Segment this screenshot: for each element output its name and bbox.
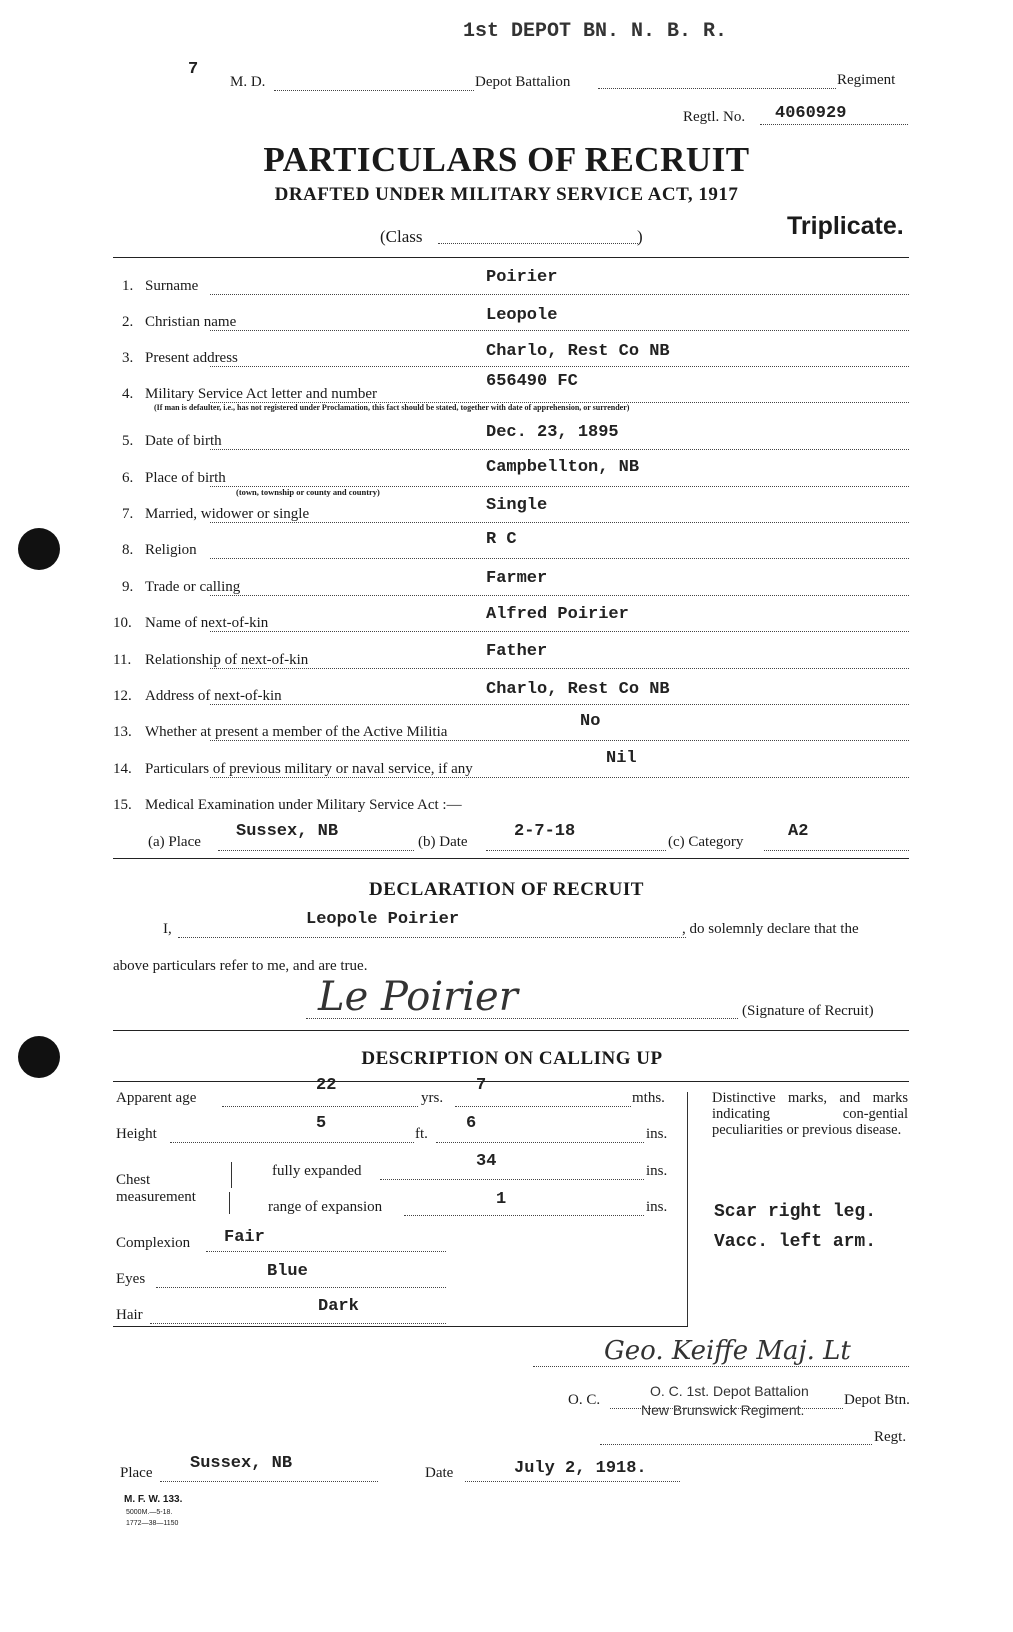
field-value: Dec. 23, 1895 bbox=[486, 423, 619, 442]
md-number: 7 bbox=[188, 60, 199, 79]
complexion-value: Fair bbox=[224, 1228, 265, 1247]
declaration-heading: DECLARATION OF RECRUIT bbox=[369, 879, 644, 900]
field-number: 6. bbox=[122, 470, 134, 486]
field-dotted-line bbox=[210, 595, 909, 596]
field-note: (If man is defaulter, i.e., has not registered under Proclamation, this fact should be stated, together with date of apprehension, or surrender) bbox=[154, 403, 630, 412]
field-label: Whether at present a member of the Active Militia bbox=[145, 724, 448, 740]
field-value: R C bbox=[486, 530, 517, 549]
ft-label: ft. bbox=[415, 1126, 428, 1142]
field-label: Present address bbox=[145, 350, 238, 366]
footer-date-value: July 2, 1918. bbox=[514, 1459, 647, 1478]
field-value: Alfred Poirier bbox=[486, 605, 629, 624]
fully-expanded-label: fully expanded bbox=[272, 1163, 362, 1179]
declaration-name: Leopole Poirier bbox=[306, 910, 460, 929]
field-value: 656490 FC bbox=[486, 372, 578, 391]
officer-signature: Geo. Keiffe Maj. Lt bbox=[604, 1336, 851, 1366]
hair-label: Hair bbox=[116, 1307, 143, 1323]
distinctive-marks-1: Scar right leg. bbox=[714, 1202, 877, 1222]
declaration-line-2: above particulars refer to me, and are true. bbox=[113, 958, 368, 974]
field-number: 2. bbox=[122, 314, 134, 330]
yrs-label: yrs. bbox=[421, 1090, 444, 1106]
field-label: Surname bbox=[145, 278, 199, 294]
field-number: 4. bbox=[122, 386, 134, 402]
triplicate-stamp: Triplicate. bbox=[787, 212, 904, 240]
declaration-text: , do solemnly declare that the bbox=[682, 921, 859, 937]
field-number: 14. bbox=[113, 761, 132, 777]
print-code-1: 5000M.—5-18. bbox=[126, 1509, 173, 1516]
description-heading: DESCRIPTION ON CALLING UP bbox=[361, 1048, 663, 1069]
regiment-label: Regiment bbox=[837, 72, 896, 88]
age-months-value: 7 bbox=[476, 1076, 487, 1095]
field-number: 10. bbox=[113, 615, 132, 631]
chest-measurement-label: measurement bbox=[116, 1189, 196, 1205]
md-label: M. D. bbox=[230, 74, 266, 90]
regtl-no-value: 4060929 bbox=[775, 104, 847, 123]
field-dotted-line bbox=[210, 330, 909, 331]
field-number: 15. bbox=[113, 797, 132, 813]
print-code-2: 1772—38—1150 bbox=[126, 1520, 179, 1527]
field-label: Trade or calling bbox=[145, 579, 241, 595]
field-label: Relationship of next-of-kin bbox=[145, 652, 309, 668]
field-value: Nil bbox=[606, 749, 637, 768]
eyes-value: Blue bbox=[267, 1262, 308, 1281]
medical-date-value: 2-7-18 bbox=[514, 822, 576, 841]
field-label: Date of birth bbox=[145, 433, 222, 449]
field-dotted-line bbox=[210, 631, 909, 632]
field-dotted-line bbox=[210, 449, 909, 450]
medical-date-label: (b) Date bbox=[418, 834, 468, 850]
field-label: Address of next-of-kin bbox=[145, 688, 282, 704]
chest-expanded-value: 34 bbox=[476, 1152, 497, 1171]
medical-category-label: (c) Category bbox=[668, 834, 744, 850]
footer-place-label: Place bbox=[120, 1465, 153, 1481]
field-label: Married, widower or single bbox=[145, 506, 310, 522]
oc-label: O. C. bbox=[568, 1392, 601, 1408]
field-label: Medical Examination under Military Service Act :— bbox=[145, 797, 462, 813]
field-number: 12. bbox=[113, 688, 132, 704]
field-dotted-line bbox=[210, 294, 909, 295]
field-dotted-line bbox=[210, 777, 909, 778]
field-dotted-line bbox=[210, 668, 909, 669]
field-value: Charlo, Rest Co NB bbox=[486, 680, 670, 699]
field-number: 7. bbox=[122, 506, 134, 522]
ins-label: ins. bbox=[646, 1126, 668, 1142]
field-dotted-line bbox=[210, 522, 909, 523]
regt-label: Regt. bbox=[874, 1429, 907, 1445]
form-title: PARTICULARS OF RECRUIT bbox=[263, 140, 750, 179]
regtl-no-label: Regtl. No. bbox=[683, 109, 746, 125]
officer-stamp-line-1: O. C. 1st. Depot Battalion bbox=[650, 1383, 809, 1399]
field-note: (town, township or county and country) bbox=[236, 487, 380, 497]
depot-battalion-label: Depot Battalion bbox=[475, 74, 571, 90]
field-number: 8. bbox=[122, 542, 134, 558]
field-number: 3. bbox=[122, 350, 134, 366]
field-label: Place of birth bbox=[145, 470, 226, 486]
height-feet-value: 5 bbox=[316, 1114, 327, 1133]
footer-date-label: Date bbox=[425, 1465, 454, 1481]
mths-label: mths. bbox=[632, 1090, 665, 1106]
depot-btn-label: Depot Btn. bbox=[844, 1392, 910, 1408]
field-dotted-line bbox=[210, 366, 909, 367]
field-value: Charlo, Rest Co NB bbox=[486, 342, 670, 361]
field-value: Campbellton, NB bbox=[486, 458, 640, 477]
field-label: Christian name bbox=[145, 314, 237, 330]
field-value: Single bbox=[486, 496, 548, 515]
field-value: No bbox=[580, 712, 601, 731]
class-label: (Class bbox=[380, 227, 423, 246]
footer-place-value: Sussex, NB bbox=[190, 1454, 293, 1473]
field-value: Poirier bbox=[486, 268, 558, 287]
field-dotted-line bbox=[210, 558, 909, 559]
expanded-ins-label: ins. bbox=[646, 1163, 668, 1179]
chest-range-value: 1 bbox=[496, 1190, 507, 1209]
field-value: Farmer bbox=[486, 569, 548, 588]
complexion-label: Complexion bbox=[116, 1235, 191, 1251]
height-label: Height bbox=[116, 1126, 157, 1142]
age-label: Apparent age bbox=[116, 1090, 197, 1106]
field-number: 13. bbox=[113, 724, 132, 740]
age-years-value: 22 bbox=[316, 1076, 337, 1095]
recruit-signature: Le Poirier bbox=[318, 974, 518, 1020]
signature-label: (Signature of Recruit) bbox=[742, 1003, 874, 1019]
declaration-i-label: I, bbox=[163, 921, 172, 937]
field-label: Religion bbox=[145, 542, 197, 558]
field-number: 9. bbox=[122, 579, 134, 595]
field-number: 11. bbox=[113, 652, 132, 668]
field-label: Name of next-of-kin bbox=[145, 615, 269, 631]
field-value: Father bbox=[486, 642, 548, 661]
distinctive-marks-heading: Distinctive marks, and marks indicating con-gential peculiarities or previous disease. bbox=[712, 1090, 908, 1138]
class-close: ) bbox=[637, 227, 643, 246]
eyes-label: Eyes bbox=[116, 1271, 146, 1287]
depot-stamp: 1st DEPOT BN. N. B. R. bbox=[463, 20, 728, 43]
medical-category-value: A2 bbox=[788, 822, 809, 841]
range-label: range of expansion bbox=[268, 1199, 383, 1215]
medical-place-value: Sussex, NB bbox=[236, 822, 339, 841]
hair-value: Dark bbox=[318, 1297, 359, 1316]
range-ins-label: ins. bbox=[646, 1199, 668, 1215]
field-label: Military Service Act letter and number bbox=[145, 386, 378, 402]
distinctive-marks-2: Vacc. left arm. bbox=[714, 1232, 877, 1252]
officer-stamp-line-2: New Brunswick Regiment. bbox=[641, 1402, 805, 1418]
chest-label: Chest bbox=[116, 1172, 151, 1188]
field-value: Leopole bbox=[486, 306, 558, 325]
height-inches-value: 6 bbox=[466, 1114, 477, 1133]
field-number: 1. bbox=[122, 278, 134, 294]
punch-hole bbox=[18, 528, 60, 570]
medical-place-label: (a) Place bbox=[148, 834, 201, 850]
form-number: M. F. W. 133. bbox=[124, 1494, 183, 1505]
form-subtitle: DRAFTED UNDER MILITARY SERVICE ACT, 1917 bbox=[274, 184, 739, 205]
field-dotted-line bbox=[210, 740, 909, 741]
field-label: Particulars of previous military or naval service, if any bbox=[145, 761, 473, 777]
field-number: 5. bbox=[122, 433, 134, 449]
field-dotted-line bbox=[210, 704, 909, 705]
